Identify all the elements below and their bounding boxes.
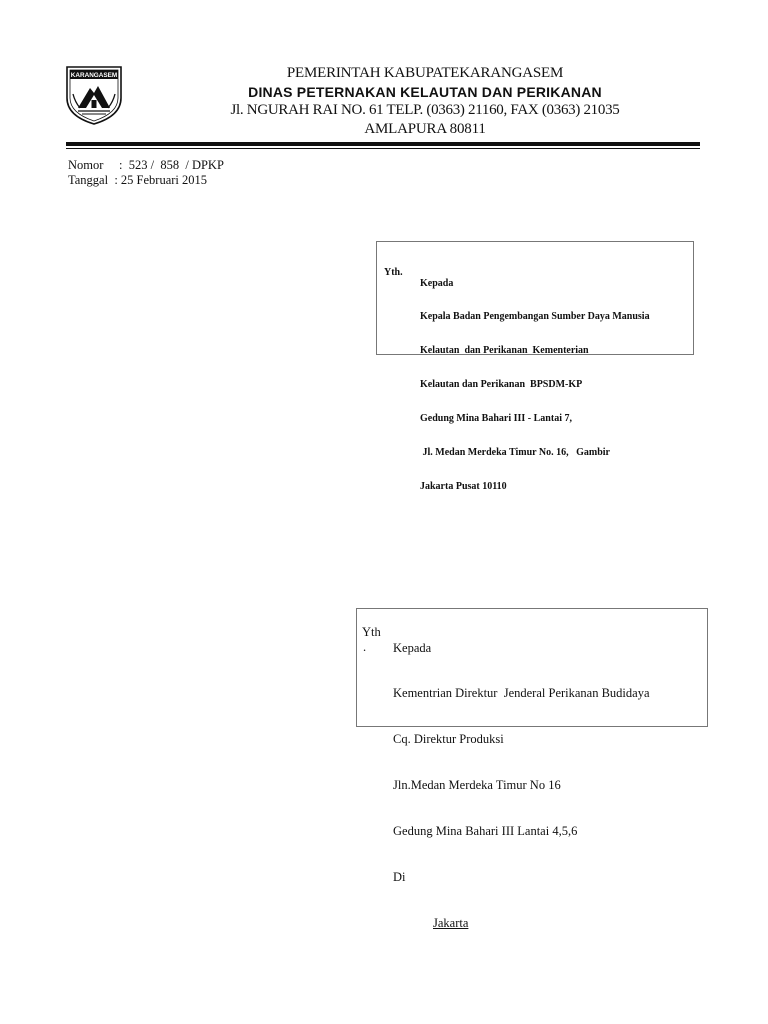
agency-address: Jl. NGURAH RAI NO. 61 TELP. (0363) 21160, FAX (0363) 21035 bbox=[230, 102, 620, 118]
logo-text: KARANGASEM bbox=[70, 72, 118, 80]
recipient-address-box-1 bbox=[376, 241, 694, 492]
salutation-dot: . bbox=[363, 640, 367, 654]
salutation-yth: Yth bbox=[362, 625, 381, 639]
address-line: Gedung Mina Bahari III - Lantai 7, bbox=[420, 413, 572, 425]
address-line: Di bbox=[393, 870, 406, 885]
letter-meta bbox=[68, 158, 224, 188]
letterhead-rule-thick bbox=[66, 142, 700, 146]
letterhead bbox=[150, 64, 700, 139]
agency-city: AMLAPURA 80811 bbox=[364, 121, 486, 137]
address-line: Kementrian Direktur Jenderal Perikanan Budidaya bbox=[393, 686, 650, 701]
address-line: Cq. Direktur Produksi bbox=[393, 732, 504, 747]
recipient-address-lines bbox=[420, 255, 650, 515]
address-line: Jln.Medan Merdeka Timur No 16 bbox=[393, 778, 561, 793]
salutation-yth: Yth. bbox=[384, 267, 403, 278]
address-line: Kelautan dan Perikanan Kementerian bbox=[420, 345, 589, 357]
address-line: Kepada bbox=[393, 640, 432, 655]
letter-number: Nomor : 523 / 858 / DPKP bbox=[68, 158, 224, 172]
address-line: Kepada bbox=[420, 277, 454, 289]
address-line: Kepala Badan Pengembangan Sumber Daya Manusia bbox=[420, 311, 650, 323]
recipient-address-lines bbox=[393, 610, 650, 962]
agency-name: DINAS PETERNAKAN KELAUTAN DAN PERIKANAN bbox=[248, 84, 602, 100]
karangasem-crest-icon bbox=[64, 64, 124, 126]
address-line: Jl. Medan Merdeka Timur No. 16, Gambir bbox=[420, 447, 610, 459]
address-line: Kelautan dan Perikanan BPSDM-KP bbox=[420, 379, 583, 391]
address-city-line bbox=[393, 916, 650, 931]
letterhead-rule-thin bbox=[66, 148, 700, 149]
letter-date: Tanggal : 25 Februari 2015 bbox=[68, 173, 208, 187]
address-city: Jakarta bbox=[433, 915, 469, 930]
government-name: PEMERINTAH KABUPATEKARANGASEM bbox=[286, 65, 564, 81]
address-line: Gedung Mina Bahari III Lantai 4,5,6 bbox=[393, 824, 578, 839]
address-line: Jakarta Pusat 10110 bbox=[420, 480, 507, 492]
recipient-address-box-2 bbox=[356, 608, 708, 930]
